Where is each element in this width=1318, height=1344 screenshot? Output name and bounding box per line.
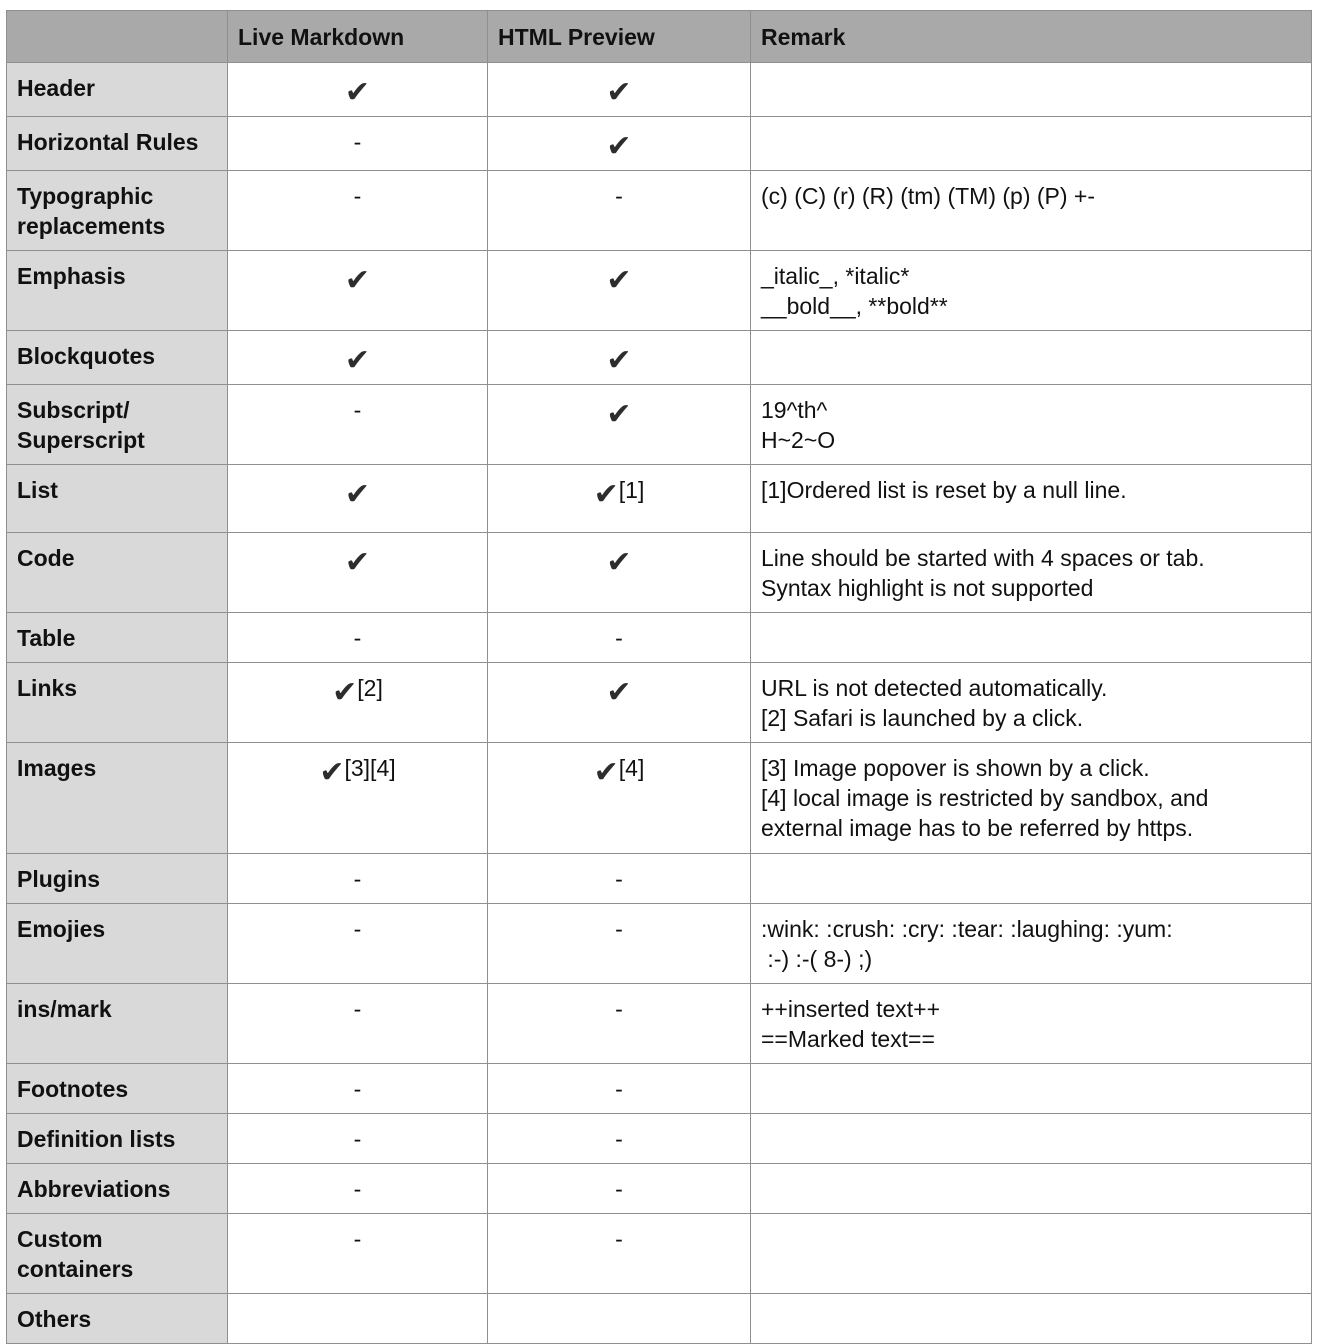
support-dash: - xyxy=(615,1226,623,1252)
table-row xyxy=(7,385,1312,465)
html-preview-cell xyxy=(488,171,751,251)
feature-name-line: List xyxy=(17,477,58,503)
live-markdown-cell xyxy=(228,465,488,533)
feature-name-line: ins/mark xyxy=(17,996,112,1022)
remark-line: [4] local image is restricted by sandbox, and xyxy=(761,785,1209,811)
html-preview-cell xyxy=(488,331,751,385)
checkmark-icon: ✔ xyxy=(344,76,371,109)
remark-line: (c) (C) (r) (R) (tm) (TM) (p) (P) +- xyxy=(761,183,1096,209)
table-row xyxy=(7,1164,1312,1214)
remark-cell xyxy=(751,1114,1312,1164)
header-live-markdown: Live Markdown xyxy=(228,11,488,63)
html-preview-cell xyxy=(488,1064,751,1114)
table-row xyxy=(7,533,1312,613)
support-dash: - xyxy=(615,1176,623,1202)
remark-cell xyxy=(751,251,1312,331)
feature-name-line: Subscript/ xyxy=(17,397,130,423)
support-dash: - xyxy=(353,1076,362,1102)
html-preview-cell xyxy=(488,613,751,663)
feature-name-line: replacements xyxy=(17,213,166,239)
feature-name-line: Code xyxy=(17,545,75,571)
checkmark-icon: ✔ xyxy=(606,130,632,163)
header-remark: Remark xyxy=(751,11,1312,63)
remark-cell xyxy=(751,613,1312,663)
table-row xyxy=(7,1294,1312,1344)
feature-name-line: Header xyxy=(17,75,95,101)
remark-cell xyxy=(751,331,1312,385)
remark-cell xyxy=(751,984,1312,1064)
checkmark-icon: ✔ xyxy=(344,478,371,511)
support-dash: - xyxy=(353,996,362,1022)
live-markdown-cell xyxy=(228,117,488,171)
checkmark-icon: ✔ xyxy=(344,546,371,579)
live-markdown-cell xyxy=(228,1214,488,1294)
support-dash: - xyxy=(353,866,362,892)
remark-cell xyxy=(751,63,1312,117)
html-preview-cell xyxy=(488,63,751,117)
remark-line: external image has to be referred by https. xyxy=(761,815,1194,841)
feature-name-cell xyxy=(7,743,228,854)
live-markdown-cell xyxy=(228,663,488,743)
remark-cell xyxy=(751,1064,1312,1114)
html-preview-cell xyxy=(488,1114,751,1164)
support-dash: - xyxy=(615,625,623,651)
feature-name-line: Abbreviations xyxy=(17,1176,171,1202)
remark-cell xyxy=(751,1214,1312,1294)
table-row xyxy=(7,117,1312,171)
table-row xyxy=(7,1214,1312,1294)
checkmark-icon: ✔ xyxy=(606,398,632,431)
checkmark-icon: ✔ xyxy=(593,756,619,789)
feature-name-cell xyxy=(7,385,228,465)
table-row xyxy=(7,613,1312,663)
remark-line: H~2~O xyxy=(761,427,836,453)
feature-name-cell xyxy=(7,331,228,385)
support-dash: - xyxy=(353,916,362,942)
support-dash: - xyxy=(353,1126,362,1152)
live-markdown-cell xyxy=(228,331,488,385)
checkmark-icon: ✔ xyxy=(344,264,371,297)
live-markdown-cell xyxy=(228,171,488,251)
feature-name-cell xyxy=(7,63,228,117)
remark-cell xyxy=(751,663,1312,743)
live-markdown-cell xyxy=(228,63,488,117)
live-markdown-cell xyxy=(228,904,488,984)
footnote-ref: [4] xyxy=(618,755,645,781)
feature-name-cell xyxy=(7,171,228,251)
checkmark-icon: ✔ xyxy=(606,76,632,109)
support-dash: - xyxy=(353,397,362,423)
feature-name-line: Footnotes xyxy=(17,1076,129,1102)
support-dash: - xyxy=(615,183,623,209)
table-row xyxy=(7,465,1312,533)
table-row xyxy=(7,63,1312,117)
live-markdown-cell xyxy=(228,613,488,663)
table-row xyxy=(7,854,1312,904)
feature-name-line: Superscript xyxy=(17,427,145,453)
remark-line: :wink: :crush: :cry: :tear: :laughing: :yum: xyxy=(761,916,1173,942)
feature-name-line: Horizontal Rules xyxy=(17,129,199,155)
table-row xyxy=(7,743,1312,854)
checkmark-icon: ✔ xyxy=(344,344,371,377)
feature-name-cell xyxy=(7,663,228,743)
table-row xyxy=(7,1114,1312,1164)
remark-cell xyxy=(751,533,1312,613)
checkmark-icon: ✔ xyxy=(606,546,632,579)
feature-name-cell xyxy=(7,1064,228,1114)
live-markdown-cell xyxy=(228,1164,488,1214)
feature-name-line: Others xyxy=(17,1306,92,1332)
remark-line: _italic_, *italic* xyxy=(761,263,910,289)
remark-line: __bold__, **bold** xyxy=(761,293,948,319)
footnote-ref: [3][4] xyxy=(344,755,396,781)
remark-cell xyxy=(751,171,1312,251)
table-row xyxy=(7,251,1312,331)
support-dash: - xyxy=(353,183,362,209)
checkmark-icon: ✔ xyxy=(606,676,632,709)
live-markdown-cell xyxy=(228,854,488,904)
support-dash: - xyxy=(353,625,362,651)
feature-name-cell xyxy=(7,854,228,904)
support-dash: - xyxy=(353,1226,362,1252)
html-preview-cell xyxy=(488,854,751,904)
remark-line: Syntax highlight is not supported xyxy=(761,575,1094,601)
feature-name-cell xyxy=(7,1294,228,1344)
header-corner-cell xyxy=(7,11,228,63)
feature-name-line: Emojies xyxy=(17,916,106,942)
feature-name-cell xyxy=(7,613,228,663)
html-preview-cell xyxy=(488,984,751,1064)
html-preview-cell xyxy=(488,1214,751,1294)
html-preview-cell xyxy=(488,385,751,465)
live-markdown-cell xyxy=(228,251,488,331)
html-preview-cell xyxy=(488,1294,751,1344)
checkmark-icon: ✔ xyxy=(606,264,632,297)
feature-name-line: containers xyxy=(17,1256,134,1282)
footnote-ref: [2] xyxy=(357,675,383,701)
support-dash: - xyxy=(353,129,362,155)
live-markdown-cell xyxy=(228,533,488,613)
header-html-preview: HTML Preview xyxy=(488,11,751,63)
support-dash: - xyxy=(615,996,623,1022)
html-preview-cell xyxy=(488,117,751,171)
checkmark-icon: ✔ xyxy=(606,344,632,377)
remark-cell xyxy=(751,117,1312,171)
remark-line: [1]Ordered list is reset by a null line. xyxy=(761,477,1127,503)
feature-name-line: Plugins xyxy=(17,866,101,892)
checkmark-icon: ✔ xyxy=(332,676,358,709)
remark-line: Line should be started with 4 spaces or tab. xyxy=(761,545,1205,571)
live-markdown-cell xyxy=(228,1114,488,1164)
remark-line: [3] Image popover is shown by a click. xyxy=(761,755,1150,781)
feature-name-cell xyxy=(7,904,228,984)
html-preview-cell xyxy=(488,533,751,613)
remark-line: URL is not detected automatically. xyxy=(761,675,1108,701)
support-dash: - xyxy=(615,866,623,892)
remark-line: [2] Safari is launched by a click. xyxy=(761,705,1084,731)
table-row xyxy=(7,904,1312,984)
feature-name-cell xyxy=(7,1214,228,1294)
live-markdown-cell xyxy=(228,385,488,465)
feature-name-cell xyxy=(7,1114,228,1164)
feature-name-cell xyxy=(7,465,228,533)
table-body xyxy=(7,63,1312,1344)
support-dash: - xyxy=(615,1076,623,1102)
remark-cell xyxy=(751,1294,1312,1344)
remark-cell xyxy=(751,465,1312,533)
html-preview-cell xyxy=(488,251,751,331)
feature-name-line: Emphasis xyxy=(17,263,126,289)
live-markdown-cell xyxy=(228,1294,488,1344)
remark-cell xyxy=(751,1164,1312,1214)
html-preview-cell xyxy=(488,743,751,854)
checkmark-icon: ✔ xyxy=(593,478,619,511)
table-row xyxy=(7,1064,1312,1114)
support-dash: - xyxy=(615,916,623,942)
remark-cell xyxy=(751,854,1312,904)
footnote-ref: [1] xyxy=(618,477,645,503)
html-preview-cell xyxy=(488,1164,751,1214)
remark-line: ++inserted text++ xyxy=(761,996,941,1022)
remark-line: :-) :-( 8-) ;) xyxy=(761,946,873,972)
feature-name-line: Table xyxy=(17,625,76,651)
support-dash: - xyxy=(353,1176,362,1202)
html-preview-cell xyxy=(488,465,751,533)
html-preview-cell xyxy=(488,904,751,984)
feature-name-cell xyxy=(7,251,228,331)
remark-cell xyxy=(751,904,1312,984)
feature-name-line: Images xyxy=(17,755,97,781)
feature-comparison-table xyxy=(6,10,1312,1344)
live-markdown-cell xyxy=(228,984,488,1064)
remark-line: 19^th^ xyxy=(761,397,828,423)
table-row xyxy=(7,171,1312,251)
feature-name-line: Definition lists xyxy=(17,1126,176,1152)
remark-cell xyxy=(751,743,1312,854)
feature-name-cell xyxy=(7,533,228,613)
html-preview-cell xyxy=(488,663,751,743)
table-row xyxy=(7,984,1312,1064)
table-row xyxy=(7,331,1312,385)
feature-name-line: Blockquotes xyxy=(17,343,156,369)
live-markdown-cell xyxy=(228,1064,488,1114)
remark-line: ==Marked text== xyxy=(761,1026,935,1052)
remark-cell xyxy=(751,385,1312,465)
feature-name-line: Custom xyxy=(17,1226,103,1252)
table-row xyxy=(7,663,1312,743)
live-markdown-cell xyxy=(228,743,488,854)
feature-name-cell xyxy=(7,117,228,171)
header-row xyxy=(7,11,1312,63)
feature-name-cell xyxy=(7,1164,228,1214)
support-dash: - xyxy=(615,1126,623,1152)
checkmark-icon: ✔ xyxy=(319,756,345,789)
feature-name-cell xyxy=(7,984,228,1064)
feature-name-line: Typographic xyxy=(17,183,154,209)
feature-name-line: Links xyxy=(17,675,78,701)
